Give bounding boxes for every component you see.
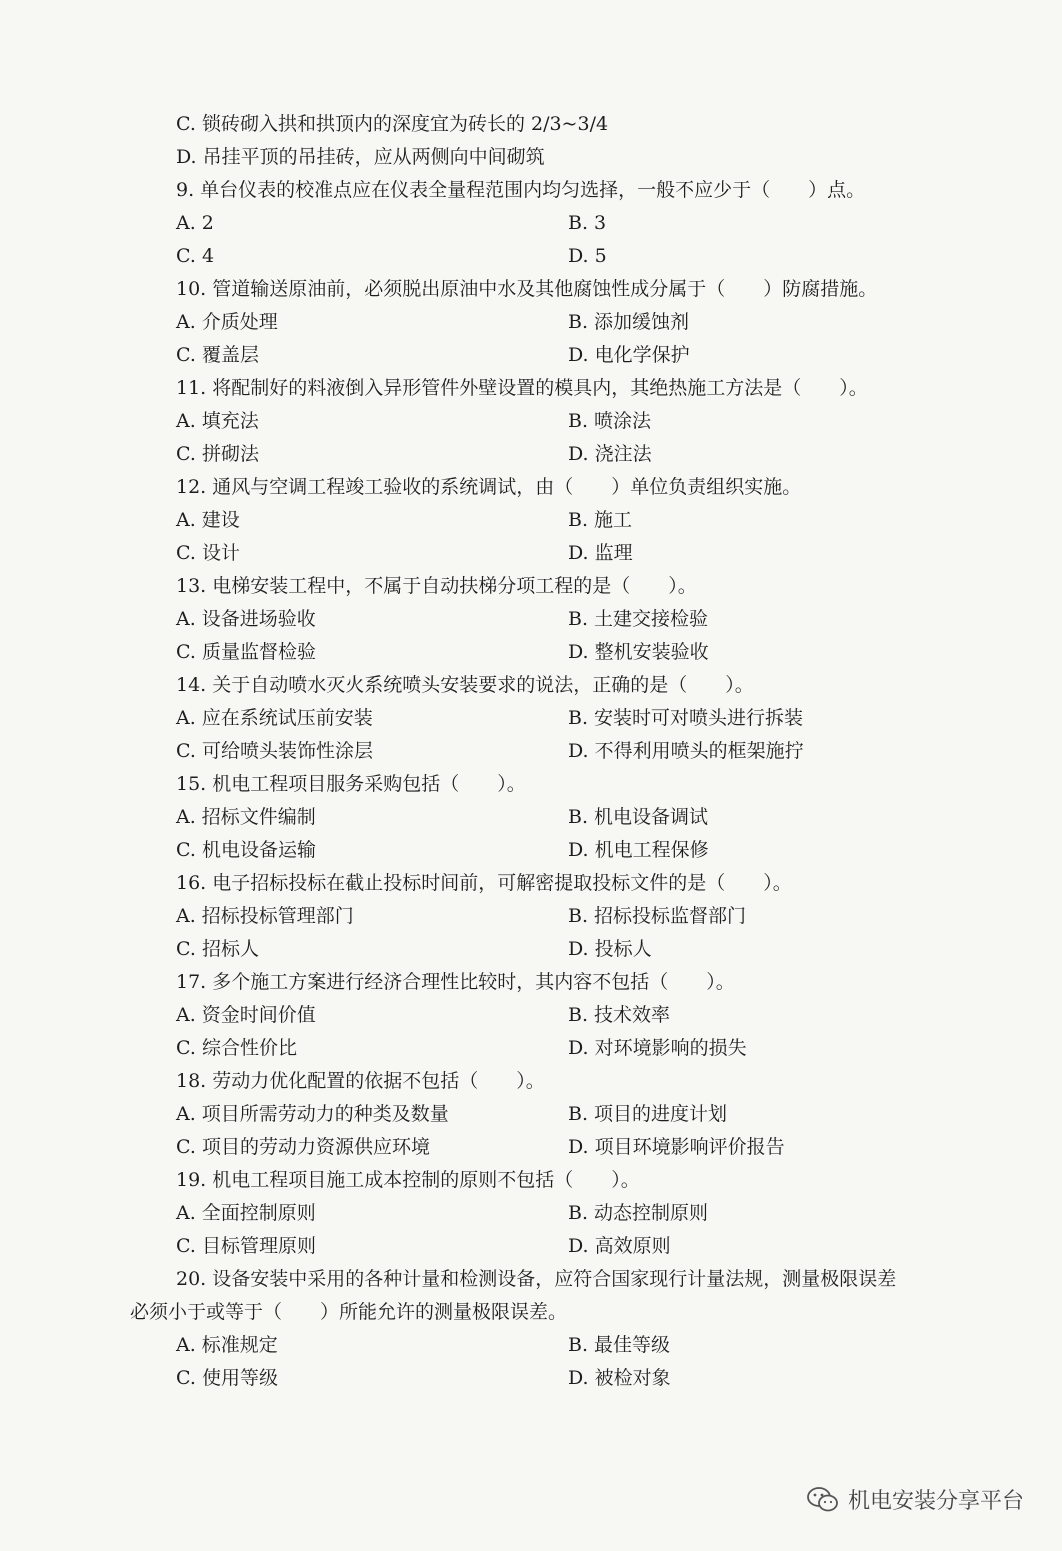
option-d: D. 被检对象 [568, 1367, 671, 1389]
option-d: D. 项目环境影响评价报告 [568, 1136, 785, 1158]
question-stem: 16. 电子招标投标在截止投标时间前，可解密提取投标文件的是（ ）。 [176, 872, 792, 894]
option-row [0, 1131, 1062, 1164]
option-row [0, 537, 1062, 570]
option-row [0, 636, 1062, 669]
option-c: C. 拼砌法 [176, 443, 259, 465]
option-c: C. 招标人 [176, 938, 259, 960]
option-c: C. 4 [176, 245, 215, 267]
question-20-stem-line1: 20. 设备安装中采用的各种计量和检测设备，应符合国家现行计量法规，测量极限误差 [176, 1268, 897, 1290]
option-a: A. 项目所需劳动力的种类及数量 [176, 1103, 449, 1125]
question-stem: 13. 电梯安装工程中，不属于自动扶梯分项工程的是（ ）。 [176, 575, 697, 597]
option-d: D. 不得利用喷头的框架施拧 [568, 740, 804, 762]
option-a: A. 全面控制原则 [176, 1202, 316, 1224]
option-b: B. 动态控制原则 [568, 1202, 709, 1224]
option-a: A. 设备进场验收 [176, 608, 316, 630]
option-d-prev: D. 吊挂平顶的吊挂砖，应从两侧向中间砌筑 [176, 146, 545, 168]
option-c: C. 综合性价比 [176, 1037, 297, 1059]
option-a: A. 2 [176, 212, 214, 234]
option-d: D. 投标人 [568, 938, 652, 960]
watermark-footer [806, 1484, 1024, 1515]
option-c: C. 目标管理原则 [176, 1235, 316, 1257]
option-a: A. 建设 [176, 509, 240, 531]
option-c: C. 可给喷头装饰性涂层 [176, 740, 373, 762]
option-a: A. 标准规定 [176, 1334, 278, 1356]
option-row [0, 306, 1062, 339]
option-d: D. 对环境影响的损失 [568, 1037, 747, 1059]
option-row [0, 603, 1062, 636]
option-b: B. 施工 [568, 509, 633, 531]
question-stem: 18. 劳动力优化配置的依据不包括（ ）。 [176, 1070, 545, 1092]
option-c: C. 使用等级 [176, 1367, 278, 1389]
option-b: B. 3 [568, 212, 607, 234]
option-d: D. 浇注法 [568, 443, 652, 465]
questions-9-19 [0, 174, 1062, 1263]
option-row [0, 240, 1062, 273]
question-stem: 15. 机电工程项目服务采购包括（ ）。 [176, 773, 526, 795]
question-stem: 10. 管道输送原油前，必须脱出原油中水及其他腐蚀性成分属于（ ）防腐措施。 [176, 278, 878, 300]
option-row [0, 1032, 1062, 1065]
option-b: B. 机电设备调试 [568, 806, 709, 828]
option-a: A. 招标文件编制 [176, 806, 316, 828]
option-b: B. 添加缓蚀剂 [568, 311, 690, 333]
option-c: C. 覆盖层 [176, 344, 259, 366]
wechat-icon [806, 1486, 840, 1514]
option-b: B. 喷涂法 [568, 410, 652, 432]
question-stem: 19. 机电工程项目施工成本控制的原则不包括（ ）。 [176, 1169, 640, 1191]
option-b: B. 最佳等级 [568, 1334, 671, 1356]
option-b: B. 招标投标监督部门 [568, 905, 747, 927]
option-row [0, 999, 1062, 1032]
question-list [0, 108, 1062, 1395]
option-row [0, 1329, 1062, 1362]
option-row [0, 207, 1062, 240]
option-row [0, 933, 1062, 966]
option-c-prev: C. 锁砖砌入拱和拱顶内的深度宜为砖长的 2/3~3/4 [176, 113, 609, 135]
option-row [0, 735, 1062, 768]
option-b: B. 技术效率 [568, 1004, 671, 1026]
option-row [0, 1098, 1062, 1131]
question-stem: 17. 多个施工方案进行经济合理性比较时，其内容不包括（ ）。 [176, 971, 735, 993]
option-row [0, 1230, 1062, 1263]
option-a: A. 资金时间价值 [176, 1004, 316, 1026]
option-row [0, 1362, 1062, 1395]
question-stem: 12. 通风与空调工程竣工验收的系统调试，由（ ）单位负责组织实施。 [176, 476, 802, 498]
option-b: B. 项目的进度计划 [568, 1103, 728, 1125]
option-row [0, 504, 1062, 537]
question-stem: 11. 将配制好的料液倒入异形管件外壁设置的模具内，其绝热施工方法是（ ）。 [176, 377, 868, 399]
option-c: C. 质量监督检验 [176, 641, 316, 663]
option-line [0, 141, 1062, 174]
option-a: A. 应在系统试压前安装 [176, 707, 373, 729]
option-row [0, 801, 1062, 834]
option-d: D. 电化学保护 [568, 344, 690, 366]
footer-text: 机电安装分享平台 [847, 1489, 1024, 1514]
option-d: D. 整机安装验收 [568, 641, 709, 663]
option-b: B. 安装时可对喷头进行拆装 [568, 707, 804, 729]
option-c: C. 机电设备运输 [176, 839, 316, 861]
option-a: A. 介质处理 [176, 311, 278, 333]
option-d: D. 机电工程保修 [568, 839, 709, 861]
option-a: A. 招标投标管理部门 [176, 905, 354, 927]
option-c: C. 项目的劳动力资源供应环境 [176, 1136, 430, 1158]
option-b: B. 土建交接检验 [568, 608, 709, 630]
option-d: D. 高效原则 [568, 1235, 671, 1257]
question-stem: 14. 关于自动喷水灭火系统喷头安装要求的说法，正确的是（ ）。 [176, 674, 754, 696]
option-line [0, 108, 1062, 141]
option-c: C. 设计 [176, 542, 240, 564]
option-d: D. 5 [568, 245, 607, 267]
option-row [0, 1197, 1062, 1230]
option-row [0, 339, 1062, 372]
option-row [0, 405, 1062, 438]
option-row [0, 834, 1062, 867]
question-stem: 9. 单台仪表的校准点应在仪表全量程范围内均匀选择，一般不应少于（ ）点。 [176, 179, 866, 201]
option-row [0, 702, 1062, 735]
option-row [0, 900, 1062, 933]
option-row [0, 438, 1062, 471]
question-20-stem-line2: 必须小于或等于（ ）所能允许的测量极限误差。 [130, 1301, 568, 1323]
option-a: A. 填充法 [176, 410, 259, 432]
option-d: D. 监理 [568, 542, 633, 564]
